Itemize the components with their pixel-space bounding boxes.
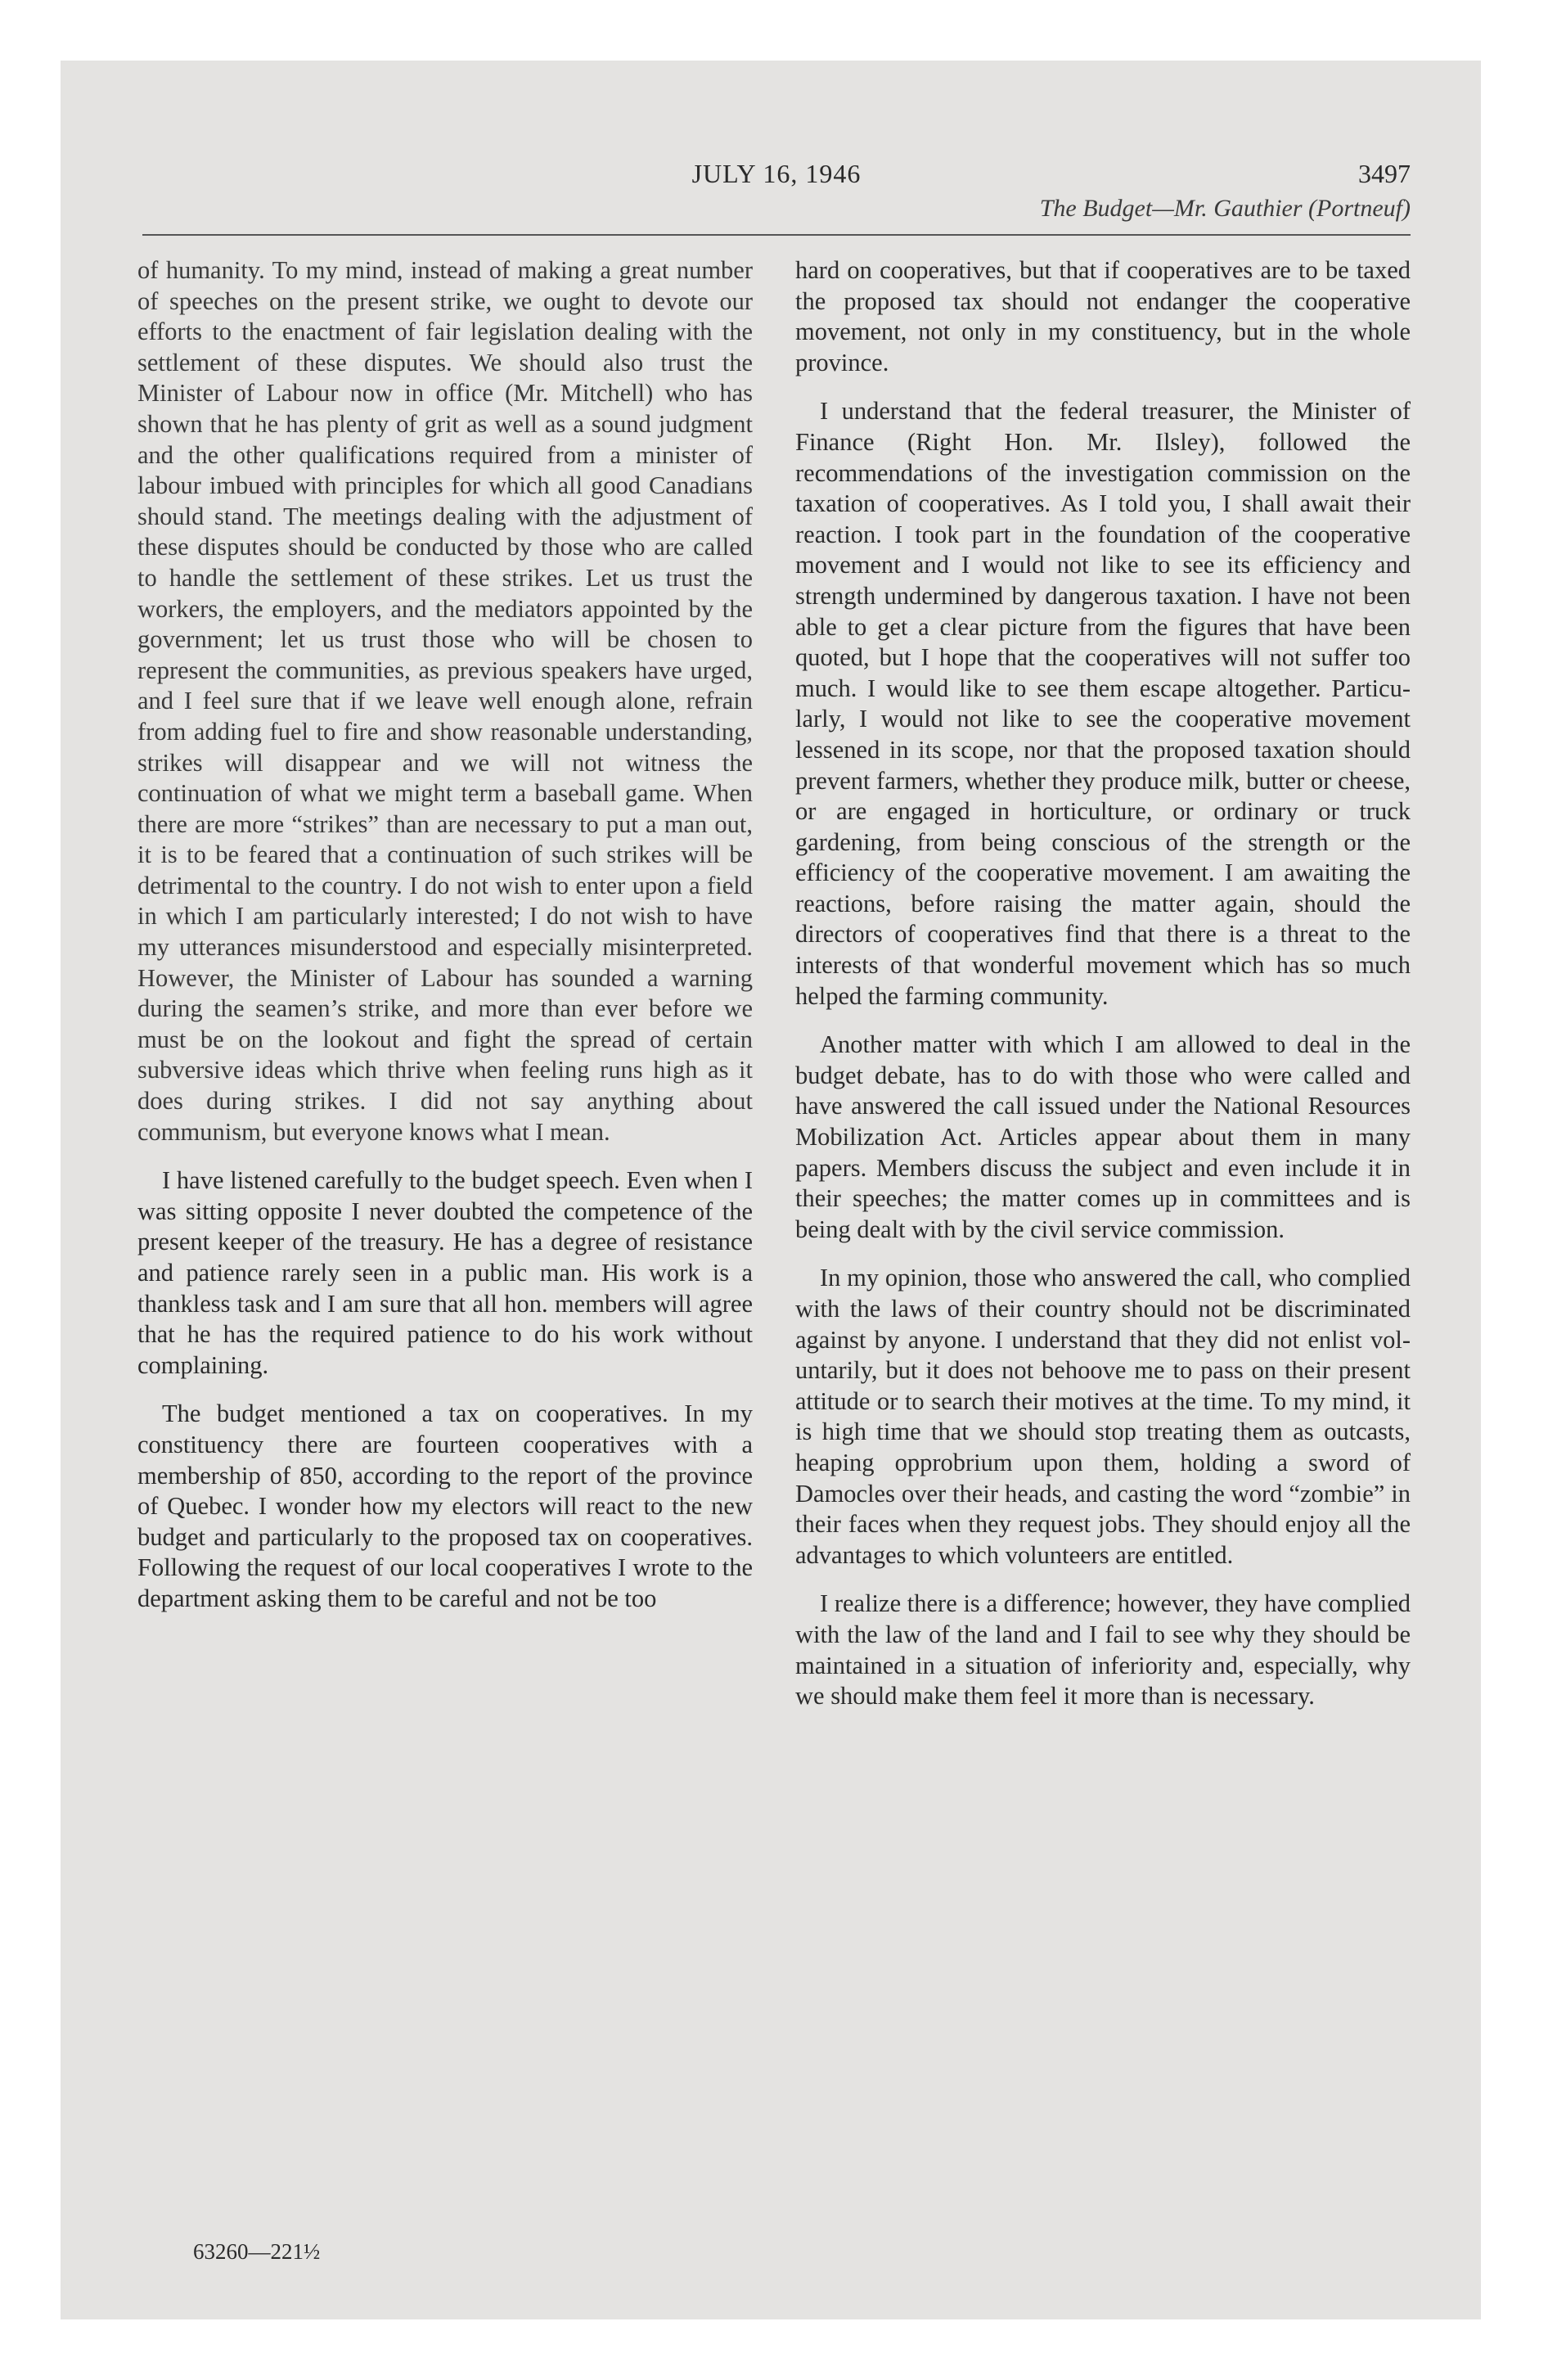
header-subtitle: The Budget—Mr. Gauthier (Portneuf)	[1039, 195, 1411, 222]
paragraph: The budget mentioned a tax on cooperatives. In my constituency there are fourteen cooperatives with a membership of 850, according to the report of the province of Quebec. I wonder how my electors will react to the new budget and particularly to the proposed tax on cooperatives. Following the request of our local cooperatives I wrote to the department asking them to be careful and not be too	[137, 1400, 753, 1612]
paragraph: Another matter with which I am allowed to deal in the budget debate, has to do with those who were called and have answered the call issued under the National Resources Mobilization Act. Articles appear about them in many papers. Members discuss the subject and even include it in their speeches; the matter comes up in committees and is being dealt with by the civil service commission.	[795, 1030, 1411, 1243]
header-rule	[142, 234, 1411, 236]
paragraph: hard on cooperatives, but that if cooperatives are to be taxed the proposed tax should not endanger the cooperative movement, not only in my constituency, but in the whole province.	[795, 256, 1411, 376]
page-scan	[61, 61, 1481, 2319]
paragraph: I understand that the federal treasurer, the Minister of Finance (Right Hon. Mr. Ilsley), followed the recommendations of the investigation commission on the taxation of cooperatives. As I told you, I shall await their reaction. I took part in the foundation of the cooperative movement and I would not like to see its efficiency and strength undermined by dangerous taxation. I have not been able to get a clear picture from the figures that have been quoted, but I hope that the cooperatives will not suffer too much. I would like to see them escape altogether. Particularly, I would not like to see the cooperative movement lessened in its scope, nor that the proposed taxation should prevent farmers, whether they produce milk, butter or cheese, or are engaged in horticulture, or ordinary or truck gardening, from being conscious of the strength or the efficiency of the cooperative movement. I am awaiting the reactions, before raising the matter again, should the directors of cooperatives find that there is a threat to the interests of that wonderful movement which has so much helped the farming community.	[795, 397, 1411, 1010]
print-code: 63260—221½	[193, 2239, 321, 2264]
left-column	[137, 255, 753, 1633]
running-head	[142, 159, 1411, 232]
right-column	[795, 255, 1411, 1730]
paragraph: In my opinion, those who answered the call, who complied with the laws of their country should not be discriminated against by anyone. I understand that they did not enlist voluntarily, but it does not behoove me to pass on their present attitude or to search their motives at the time. To my mind, it is high time that we should stop treating them as outcasts, heaping opprobrium upon them, holding a sword of Damocles over their heads, and casting the word “zombie” in their faces when they request jobs. They should enjoy all the advantages to which volunteers are entitled.	[795, 1264, 1411, 1569]
paragraph: I realize there is a difference; however, they have complied with the law of the land and I fail to see why they should be maintained in a situation of inferiority and, especially, why we should make them feel it more than is necessary.	[795, 1589, 1411, 1711]
paragraph: of humanity. To my mind, instead of making a great number of speeches on the present strike, we ought to devote our efforts to the enactment of fair legislation dealing with the settlement of these disputes. We should also trust the Minister of Labour now in office (Mr. Mitchell) who has shown that he has plenty of grit as well as a sound judgment and the other qualifications required from a minister of labour imbued with principles for which all good Canadians should stand. The meetings dealing with the adjustment of these disputes should be conducted by those who are called to handle the settlement of these strikes. Let us trust the workers, the employers, and the mediators appointed by the government; let us trust those who will be chosen to represent the communities, as previous speakers have urged, and I feel sure that if we leave well enough alone, refrain from adding fuel to fire and show reasonable understanding, strikes will disappear and we will not witness the continuation of what we might term a baseball game. When there are more “strikes” than are necessary to put a man out, it is to be feared that a continuation of such strikes will be detrimental to the country. I do not wish to enter upon a field in which I am particularly interested; I do not wish to have my utterances misunderstood and especially misinterpreted. However, the Minister of Labour has sounded a warning during the seamen’s strike, and more than ever before we must be on the lookout and fight the spread of certain subversive ideas which thrive when feeling runs high as it does during strikes. I did not say anything about communism, but everyone knows what I mean.	[137, 256, 753, 1146]
header-date: JULY 16, 1946	[691, 159, 862, 188]
page-number: 3497	[1358, 159, 1411, 188]
paragraph: I have listened carefully to the budget speech. Even when I was sitting opposite I never doubted the competence of the present keeper of the treasury. He has a degree of resistance and patience rarely seen in a public man. His work is a thankless task and I am sure that all hon. members will agree that he has the required patience to do his work without complaining.	[137, 1166, 753, 1379]
